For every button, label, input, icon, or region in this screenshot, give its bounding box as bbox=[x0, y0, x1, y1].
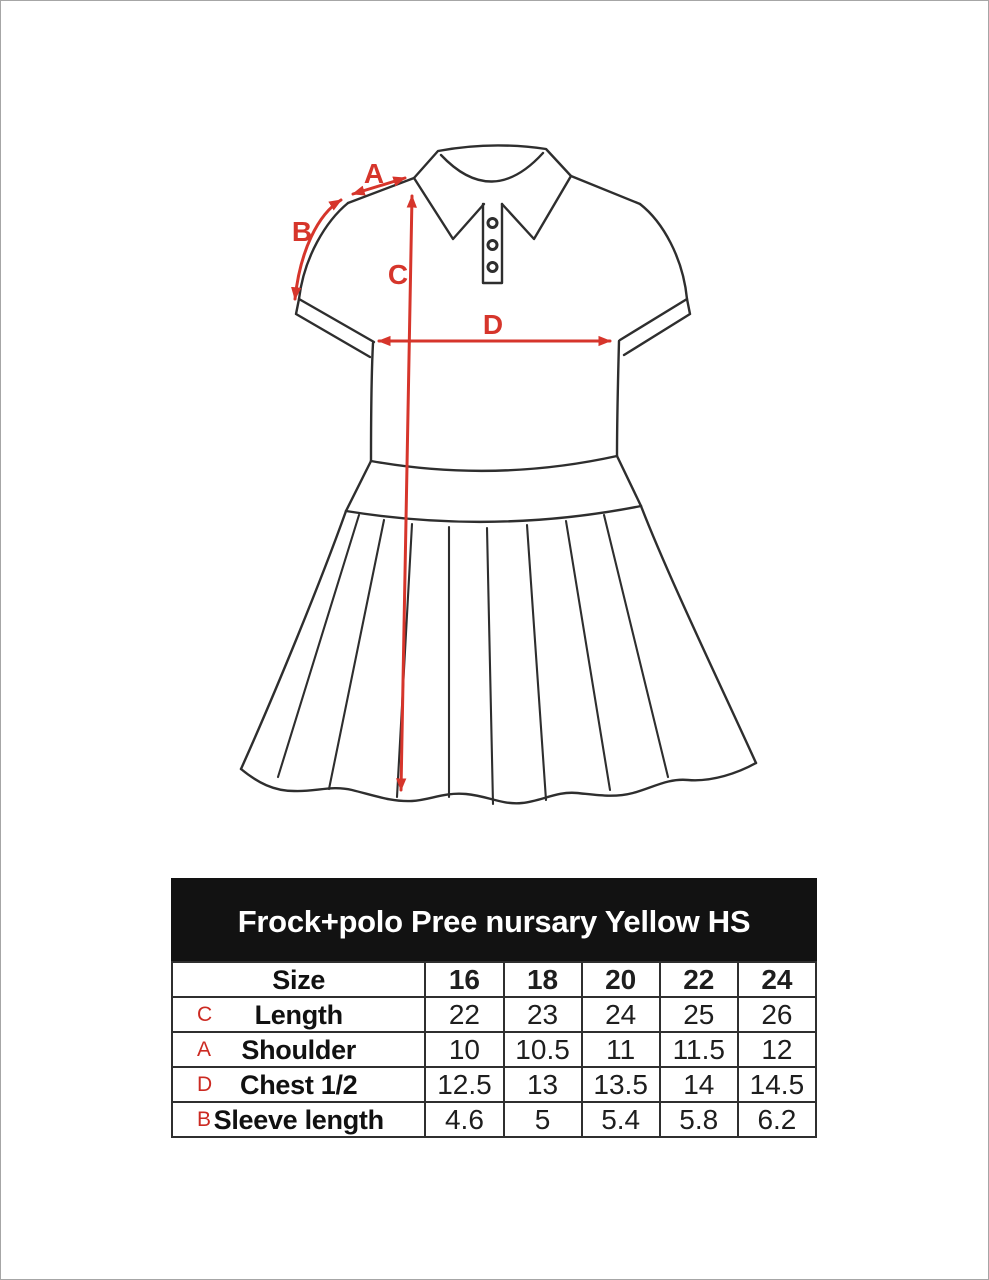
row-label: Length bbox=[253, 1000, 345, 1033]
right-lapel bbox=[502, 176, 571, 239]
measurement-value: 13 bbox=[504, 1067, 582, 1102]
skirt-right-edge bbox=[641, 506, 756, 763]
row-label: Sleeve length bbox=[212, 1105, 386, 1138]
measurement-value: 11.5 bbox=[660, 1032, 738, 1067]
collar-outline bbox=[414, 145, 571, 178]
measurement-value: 4.6 bbox=[425, 1102, 503, 1137]
measurement-letter: A bbox=[197, 1037, 212, 1061]
skirt-hem bbox=[241, 763, 756, 803]
size-header-cell bbox=[172, 962, 425, 997]
measurement-letter: C bbox=[197, 1002, 213, 1026]
button bbox=[488, 263, 497, 272]
right-sleeve bbox=[640, 204, 687, 299]
size-value: 24 bbox=[738, 962, 816, 997]
measurement-value: 5.8 bbox=[660, 1102, 738, 1137]
row-label: Size bbox=[270, 965, 327, 998]
size-chart-table bbox=[171, 961, 817, 1138]
left-lapel bbox=[414, 178, 484, 239]
measurement-value: 26 bbox=[738, 997, 816, 1032]
skirt-pleats bbox=[278, 515, 668, 804]
measurement-value: 12.5 bbox=[425, 1067, 503, 1102]
size-chart-title: Frock+polo Pree nursary Yellow HS bbox=[171, 878, 817, 961]
table-row-shoulder bbox=[172, 1032, 816, 1067]
measurement-value: 14 bbox=[660, 1067, 738, 1102]
table-row-length bbox=[172, 997, 816, 1032]
measurement-value: 5.4 bbox=[582, 1102, 660, 1137]
dress-diagram-svg bbox=[216, 131, 776, 831]
size-value: 16 bbox=[425, 962, 503, 997]
measurement-value: 24 bbox=[582, 997, 660, 1032]
dress-diagram bbox=[216, 131, 776, 831]
measurement-label-b: B bbox=[291, 216, 313, 247]
measurement-value: 25 bbox=[660, 997, 738, 1032]
measurement-label-a: A bbox=[363, 158, 385, 189]
waistband-left bbox=[346, 461, 371, 511]
measurement-letter: B bbox=[197, 1107, 212, 1131]
measurement-value: 10.5 bbox=[504, 1032, 582, 1067]
right-side-seam bbox=[617, 341, 619, 456]
measurement-value: 23 bbox=[504, 997, 582, 1032]
measurement-label-c: C bbox=[387, 259, 409, 290]
row-label: Shoulder bbox=[239, 1035, 358, 1068]
table-row-sleeve bbox=[172, 1102, 816, 1137]
measurement-value: 22 bbox=[425, 997, 503, 1032]
button bbox=[488, 241, 497, 250]
waistband-right bbox=[617, 456, 641, 506]
left-side-seam bbox=[371, 343, 373, 461]
left-cuff bbox=[296, 299, 374, 357]
row-label-cell bbox=[172, 997, 425, 1032]
measurement-value: 10 bbox=[425, 1032, 503, 1067]
measurement-value: 6.2 bbox=[738, 1102, 816, 1137]
measurement-value: 11 bbox=[582, 1032, 660, 1067]
size-chart bbox=[171, 878, 817, 1138]
measurement-value: 13.5 bbox=[582, 1067, 660, 1102]
measurement-value: 14.5 bbox=[738, 1067, 816, 1102]
measurement-value: 5 bbox=[504, 1102, 582, 1137]
row-label-cell bbox=[172, 1032, 425, 1067]
row-label-cell bbox=[172, 1067, 425, 1102]
dress-outline bbox=[241, 145, 756, 804]
size-value: 22 bbox=[660, 962, 738, 997]
size-value: 20 bbox=[582, 962, 660, 997]
table-row-chest bbox=[172, 1067, 816, 1102]
waistband-bottom bbox=[346, 506, 641, 522]
measurement-letter: D bbox=[197, 1072, 213, 1096]
right-cuff bbox=[620, 299, 690, 355]
button bbox=[488, 219, 497, 228]
collar-inner-curve bbox=[441, 153, 543, 182]
table-row-size-header bbox=[172, 962, 816, 997]
row-label: Chest 1/2 bbox=[238, 1070, 359, 1103]
right-shoulder-seam bbox=[571, 176, 640, 204]
size-value: 18 bbox=[504, 962, 582, 997]
measurement-value: 12 bbox=[738, 1032, 816, 1067]
measurement-label-d: D bbox=[482, 309, 504, 340]
row-label-cell bbox=[172, 1102, 425, 1137]
